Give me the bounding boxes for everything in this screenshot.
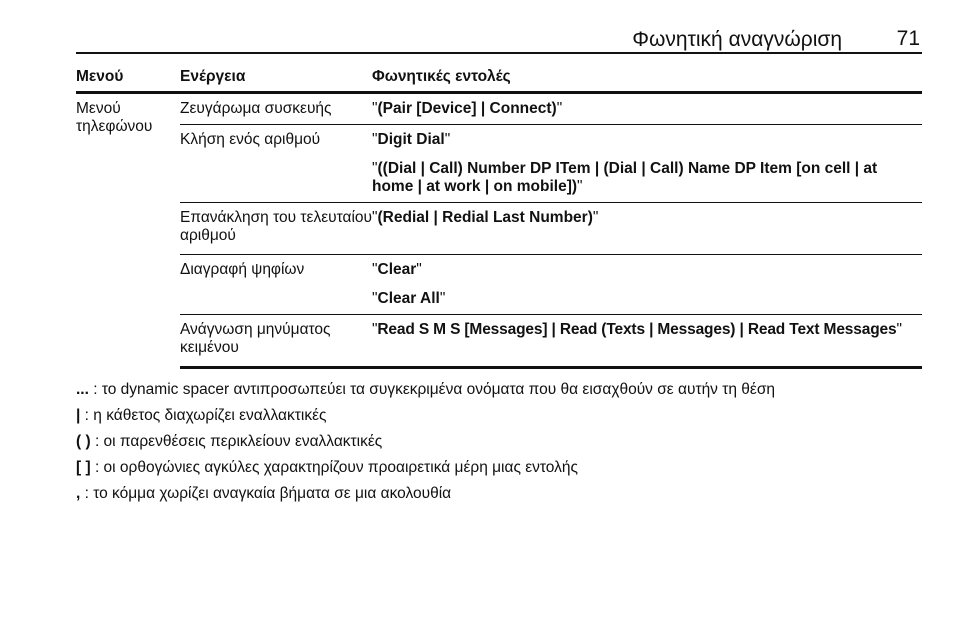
action-label: Ζευγάρωμα συσκευής: [180, 100, 332, 117]
legend-item: [76, 433, 922, 451]
action-cell: [180, 255, 372, 315]
command-text: Digit Dial: [377, 131, 445, 148]
legend-item: [76, 381, 922, 399]
legend-item: [76, 485, 922, 503]
page-number: 71: [896, 27, 920, 50]
table-row: [76, 203, 922, 255]
legend-text: : η κάθετος διαχωρίζει εναλλακτικές: [80, 407, 327, 424]
command-text: Clear: [377, 261, 417, 278]
command-text: Read S M S [Messages] | Read (Texts | Messages) | Read Text Messages: [377, 321, 897, 338]
action-cell: [180, 125, 372, 203]
legend-symbol: [ ]: [76, 459, 91, 476]
document-body: [76, 68, 922, 511]
table-row: [76, 255, 922, 315]
section-title: Φωνητική αναγνώριση: [632, 28, 842, 51]
legend-symbol: ...: [76, 381, 89, 398]
command-text: (Redial | Redial Last Number): [377, 209, 593, 226]
commands-cell: [372, 125, 922, 203]
voice-command: "Clear": [372, 261, 422, 278]
legend-text: : το dynamic spacer αντιπροσωπεύει τα συγκεκριμένα ονόματα που θα εισαχθούν σε αυτήν τη θέση: [88, 381, 776, 398]
command-text: ((Dial | Call) Number DP ITem | (Dial | Call) Name DP Item [on cell | at home | at work | on mobile]): [372, 160, 878, 195]
voice-command: "Clear All": [372, 290, 446, 307]
voice-commands-table: [76, 68, 922, 369]
action-label: Επανάκληση του τελευταίου αριθμού: [180, 209, 372, 244]
table-header-row: [76, 68, 922, 93]
action-cell: [180, 203, 372, 255]
syntax-legend: [76, 381, 922, 503]
command-text: Clear All: [377, 290, 440, 307]
command-text: (Pair [Device] | Connect): [377, 100, 557, 117]
legend-symbol: ( ): [76, 433, 91, 450]
legend-text: : οι ορθογώνιες αγκύλες χαρακτηρίζουν προαιρετικά μέρη μιας εντολής: [90, 459, 578, 476]
table-row: [76, 93, 922, 125]
legend-symbol: ,: [76, 485, 81, 502]
action-cell: [180, 315, 372, 368]
legend-text: : το κόμμα χωρίζει αναγκαία βήματα σε μια ακολουθία: [80, 485, 452, 502]
column-header-commands: Φωνητικές εντολές: [372, 68, 922, 93]
voice-command: "Read S M S [Messages] | Read (Texts | Messages) | Read Text Messages": [372, 321, 902, 338]
legend-item: [76, 459, 922, 477]
action-label: Διαγραφή ψηφίων: [180, 261, 305, 278]
voice-command: "((Dial | Call) Number DP ITem | (Dial | Call) Name DP Item [on cell | at home | at work | on mobile])": [372, 160, 878, 195]
legend-symbol: |: [76, 407, 81, 424]
legend-text: : οι παρενθέσεις περικλείουν εναλλακτικές: [90, 433, 383, 450]
legend-item: [76, 407, 922, 425]
commands-cell: [372, 203, 922, 255]
voice-command: "(Redial | Redial Last Number)": [372, 209, 599, 226]
table-row: [76, 315, 922, 368]
voice-command: "Digit Dial": [372, 131, 451, 148]
commands-cell: [372, 93, 922, 125]
column-header-menu: Μενού: [76, 68, 180, 93]
page-header: [76, 26, 922, 54]
voice-command: "(Pair [Device] | Connect)": [372, 100, 563, 117]
table-row: [76, 125, 922, 203]
commands-cell: [372, 255, 922, 315]
column-header-action: Ενέργεια: [180, 68, 372, 93]
action-cell: [180, 93, 372, 125]
menu-name-cell: [76, 93, 180, 368]
action-label: Κλήση ενός αριθμού: [180, 131, 321, 148]
commands-cell: [372, 315, 922, 368]
menu-name: Μενού τηλεφώνου: [76, 100, 153, 135]
action-label: Ανάγνωση μηνύματος κειμένου: [180, 321, 331, 356]
